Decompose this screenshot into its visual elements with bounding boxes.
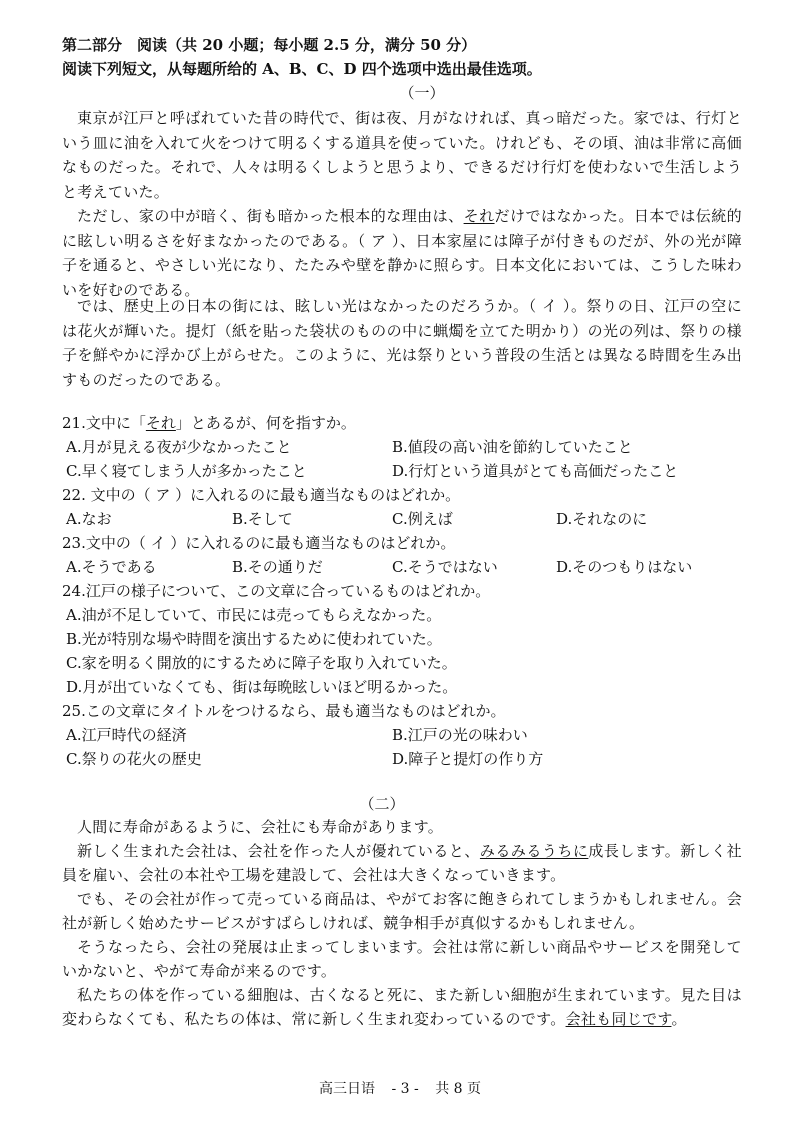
- passage2-paragraph-2: 新しく生まれた会社は、会社を作った人が優れていると、みるみるうちに成長します。新しく社員を雇い、会社の本社や工場を建設して、会社は大きくなっていきます。: [62, 842, 742, 884]
- q21-option-a: A.月が見える夜が少なかったこと: [66, 438, 292, 456]
- footer-total-pages: 共 8 页: [435, 1081, 481, 1097]
- q24-option-a: A.油が不足していて、市民には売ってもらえなかった。: [66, 606, 442, 624]
- question-24: 24.江戸の様子について、この文章に合っているものはどれか。: [62, 582, 491, 600]
- q23-option-d: D.そのつもりはない: [556, 558, 693, 576]
- q21-option-b: B.値段の高い油を節約していたこと: [392, 438, 633, 456]
- q22-option-b: B.そして: [232, 510, 293, 528]
- q24-option-c: C.家を明るく開放的にするために障子を取り入れていた。: [66, 654, 457, 672]
- underlined-kaisha: 会社も同じです: [565, 1009, 672, 1028]
- q25-option-b: B.江戸の光の味わい: [392, 726, 528, 744]
- q22-option-d: D.それなのに: [556, 510, 648, 528]
- footer-subject: 高三日语: [319, 1081, 375, 1097]
- q21-option-c: C.早く寝てしまう人が多かったこと: [66, 462, 307, 480]
- section-instruction: 阅读下列短文，从每题所给的 A、B、C、D 四个选项中选出最佳选项。: [62, 60, 542, 78]
- section-heading: 第二部分 阅读（共 20 小题；每小题 2.5 分，满分 50 分）: [62, 36, 477, 54]
- passage2-paragraph-3: でも、その会社が作って売っている商品は、やがてお客に飽きられてしまうかもしれません。会社が新しく始めたサービスがすばらしければ、競争相手が真似するかもしれません。: [62, 890, 742, 932]
- passage2-paragraph-1: 人間に寿命があるように、会社にも寿命があります。: [77, 818, 444, 836]
- passage2-paragraph-5: 私たちの体を作っている細胞は、古くなると死に、また新しい細胞が生まれています。見た目は変わらなくても、私たちの体は、常に新しく生まれ変わっているのです。会社も同じです。: [62, 986, 742, 1028]
- q24-option-d: D.月が出ていなくても、街は毎晩眩しいほど明るかった。: [66, 678, 458, 696]
- question-21: 21.文中に「それ」とあるが、何を指すか。: [62, 414, 356, 432]
- underlined-sore: それ: [463, 207, 495, 225]
- passage2-title: （二）: [359, 795, 405, 813]
- q24-option-b: B.光が特別な場や時間を演出するために使われていた。: [66, 630, 442, 648]
- q25-option-a: A.江戸時代の経済: [66, 726, 187, 744]
- passage1-paragraph-2: ただし、家の中が暗く、街も暗かった根本的な理由は、それだけではなかった。日本では伝統的に眩しい明るさを好まなかったのである。（ ア ）、日本家屋には障子が付きものだが、外の光が障子を通ると、やさしい光になり、たたみや壁を静かに照らす。日本文化においては、こうした味わいを好むのである。: [62, 207, 742, 299]
- question-23: 23.文中の（ イ ）に入れるのに最も適当なものはどれか。: [62, 534, 456, 552]
- footer-page-number: - 3 -: [391, 1081, 419, 1097]
- q21-option-d: D.行灯という道具がとても高価だったこと: [392, 462, 679, 480]
- page-footer: [0, 1078, 800, 1098]
- underlined-mirumiru: みるみるうちに: [479, 842, 589, 860]
- q23-option-c: C.そうではない: [392, 558, 498, 576]
- q25-option-c: C.祭りの花火の歴史: [66, 750, 202, 768]
- passage1-paragraph-1: 東京が江戸と呼ばれていた昔の時代で、街は夜、月がなければ、真っ暗だった。家では、行灯という皿に油を入れて火をつけて明るくする道具を使っていた。けれども、その頃、油は非常に高価なものだった。それで、人々は明るくしようと思うより、できるだけ行灯を使わないで生活しようと考えていた。: [62, 109, 742, 201]
- question-25: 25.この文章にタイトルをつけるなら、最も適当なものはどれか。: [62, 702, 506, 720]
- q23-option-a: A.そうである: [66, 558, 157, 576]
- passage1-title: （一）: [399, 84, 445, 102]
- q25-option-d: D.障子と提灯の作り方: [392, 750, 544, 768]
- q22-option-c: C.例えば: [392, 510, 453, 528]
- passage1-paragraph-3: では、歴史上の日本の街には、眩しい光はなかったのだろうか。（ イ ）。祭りの日、江戸の空には花火が輝いた。提灯（紙を貼った袋状のものの中に蝋燭を立てた明かり）の光の列は、祭りの様子を鮮やかに浮かび上がらせた。このように、光は祭りという普段の生活とは異なる時間を生み出すものだったのである。: [62, 297, 742, 389]
- q23-option-b: B.その通りだ: [232, 558, 323, 576]
- passage2-paragraph-4: そうなったら、会社の発展は止まってしまいます。会社は常に新しい商品やサービスを開発していかないと、やがて寿命が来るのです。: [62, 938, 742, 980]
- q22-option-a: A.なお: [66, 510, 112, 528]
- question-22: 22. 文中の（ ア ）に入れるのに最も適当なものはどれか。: [62, 486, 461, 504]
